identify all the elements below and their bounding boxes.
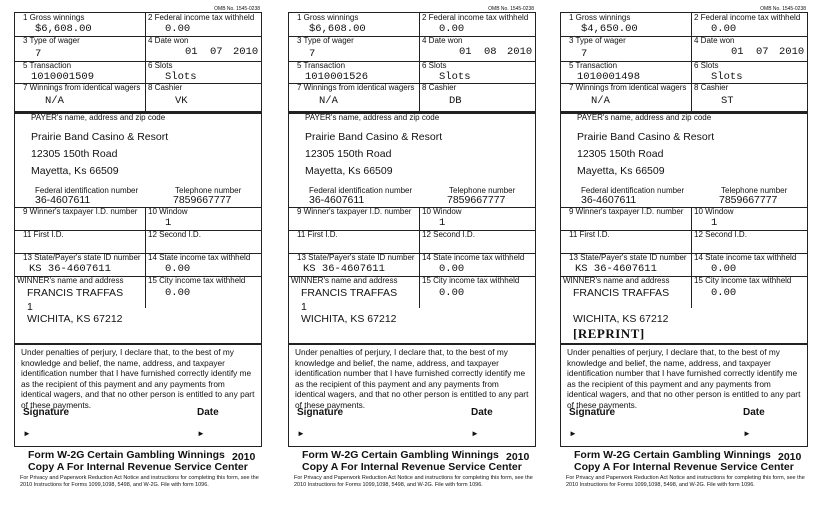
- slots-label: 6 Slots: [148, 61, 173, 70]
- winner-name-value: FRANCIS TRAFFAS: [301, 287, 398, 299]
- state-tax-label: 14 State income tax withheld: [148, 253, 251, 262]
- gross-winnings-value: $4,650.00: [581, 23, 638, 35]
- payer-box: [560, 112, 808, 344]
- winner-city-value: WICHITA, KS 67212: [301, 313, 397, 325]
- date-arrow-icon: ►: [197, 429, 205, 438]
- federal-tax-label: 2 Federal income tax withheld: [148, 13, 255, 22]
- signature-label: Signature: [297, 407, 344, 418]
- gross-winnings-label: 1 Gross winnings: [23, 13, 85, 22]
- telephone-value: 7859667777: [719, 194, 778, 206]
- date-won-year: 2010: [233, 46, 259, 58]
- identical-wagers-value: N/A: [319, 95, 338, 107]
- winner-name-label: WINNER's name and address: [17, 276, 124, 285]
- signature-label: Signature: [23, 407, 70, 418]
- state-tax-value: 0.00: [711, 263, 737, 275]
- gross-winnings-label: 1 Gross winnings: [569, 13, 631, 22]
- winner-tin-label: 9 Winner's taxpayer I.D. number: [297, 207, 412, 216]
- signature-arrow-icon: ►: [23, 429, 31, 438]
- window-value: 1: [439, 217, 446, 229]
- cashier-label: 8 Cashier: [148, 83, 183, 92]
- city-tax-value: 0.00: [711, 287, 737, 299]
- date-won-year: 2010: [779, 46, 805, 58]
- type-of-wager-value: 7: [309, 48, 316, 60]
- w2g-form-1: [14, 6, 262, 511]
- declaration-text: Under penalties of perjury, I declare that, to the best of my knowledge and belief, the name, address, and taxpayer identification number that I have furnished correctly identify me as the recipient of this payment and any payments from identical wagers, and that no other person is entitled to any part of these payments.: [21, 347, 255, 410]
- fed-id-label: Federal identification number: [309, 186, 413, 195]
- cashier-label: 8 Cashier: [694, 83, 729, 92]
- date-arrow-icon: ►: [471, 429, 479, 438]
- upper-box: [14, 12, 262, 112]
- payer-city: Mayetta, Ks 66509: [305, 165, 393, 177]
- federal-tax-label: 2 Federal income tax withheld: [422, 13, 529, 22]
- city-tax-value: 0.00: [439, 287, 465, 299]
- transaction-label: 5 Transaction: [23, 61, 72, 70]
- payer-city: Mayetta, Ks 66509: [577, 165, 665, 177]
- window-label: 10 Window: [148, 207, 188, 216]
- date-won-label: 4 Date won: [422, 36, 463, 45]
- state-id-label: 13 State/Payer's state ID number: [297, 253, 415, 262]
- type-of-wager-label: 3 Type of wager: [297, 36, 354, 45]
- date-label: Date: [471, 407, 493, 418]
- payer-label: PAYER's name, address and zip code: [577, 113, 712, 122]
- transaction-label: 5 Transaction: [297, 61, 346, 70]
- form-title: Form W-2G Certain Gambling Winnings: [302, 449, 499, 461]
- type-of-wager-label: 3 Type of wager: [23, 36, 80, 45]
- gross-winnings-label: 1 Gross winnings: [297, 13, 359, 22]
- footnote: For Privacy and Paperwork Reduction Act Notice and instructions for completing this form, see the 2010 Instructions for Forms 1099,1098, 5498, and W-2G. File with form 1096.: [566, 475, 805, 488]
- state-id-label: 13 State/Payer's state ID number: [23, 253, 141, 262]
- form-year: 2010: [778, 451, 802, 463]
- payer-name: Prairie Band Casino & Resort: [577, 131, 715, 143]
- second-id-label: 12 Second I.D.: [148, 230, 201, 239]
- winner-tin-label: 9 Winner's taxpayer I.D. number: [23, 207, 138, 216]
- copy-line: Copy A For Internal Revenue Service Center: [574, 461, 794, 473]
- winner-city-value: WICHITA, KS 67212: [573, 313, 669, 325]
- upper-box: [288, 12, 536, 112]
- winner-city-value: WICHITA, KS 67212: [27, 313, 123, 325]
- payer-label: PAYER's name, address and zip code: [305, 113, 440, 122]
- fed-id-value: 36-4607611: [581, 194, 637, 206]
- telephone-label: Telephone number: [449, 186, 516, 195]
- telephone-label: Telephone number: [721, 186, 788, 195]
- first-id-label: 11 First I.D.: [297, 230, 338, 239]
- slots-value: Slots: [439, 71, 471, 83]
- cashier-value: VK: [175, 95, 188, 107]
- second-id-label: 12 Second I.D.: [694, 230, 747, 239]
- type-of-wager-value: 7: [35, 48, 42, 60]
- state-id-value: KS 36-4607611: [575, 263, 657, 275]
- identical-wagers-label: 7 Winnings from identical wagers: [23, 83, 141, 92]
- state-tax-label: 14 State income tax withheld: [422, 253, 525, 262]
- telephone-label: Telephone number: [175, 186, 242, 195]
- omb-number: OMB No. 1545-0238: [488, 6, 534, 12]
- winner-line2-value: 1: [27, 301, 33, 313]
- date-won-month: 01: [185, 46, 198, 58]
- state-tax-value: 0.00: [439, 263, 465, 275]
- gross-winnings-value: $6,608.00: [309, 23, 366, 35]
- city-tax-label: 15 City income tax withheld: [148, 276, 246, 285]
- date-won-month: 01: [731, 46, 744, 58]
- window-value: 1: [165, 217, 172, 229]
- cashier-label: 8 Cashier: [422, 83, 457, 92]
- payer-name: Prairie Band Casino & Resort: [305, 131, 443, 143]
- copy-line: Copy A For Internal Revenue Service Center: [28, 461, 248, 473]
- state-id-value: KS 36-4607611: [29, 263, 111, 275]
- winner-name-value: FRANCIS TRAFFAS: [27, 287, 124, 299]
- cashier-value: DB: [449, 95, 462, 107]
- first-id-label: 11 First I.D.: [569, 230, 610, 239]
- federal-tax-value: 0.00: [165, 23, 191, 35]
- winner-name-label: WINNER's name and address: [563, 276, 670, 285]
- city-tax-value: 0.00: [165, 287, 191, 299]
- federal-tax-value: 0.00: [439, 23, 465, 35]
- reprint-stamp: [REPRINT]: [573, 326, 645, 341]
- date-won-month: 01: [459, 46, 472, 58]
- winner-name-value: FRANCIS TRAFFAS: [573, 287, 670, 299]
- date-won-day: 07: [756, 46, 769, 58]
- state-id-label: 13 State/Payer's state ID number: [569, 253, 687, 262]
- transaction-value: 1010001526: [305, 71, 369, 83]
- omb-number: OMB No. 1545-0238: [214, 6, 260, 12]
- date-label: Date: [743, 407, 765, 418]
- identical-wagers-label: 7 Winnings from identical wagers: [569, 83, 687, 92]
- slots-label: 6 Slots: [694, 61, 719, 70]
- slots-value: Slots: [165, 71, 197, 83]
- federal-tax-value: 0.00: [711, 23, 737, 35]
- declaration-text: Under penalties of perjury, I declare that, to the best of my knowledge and belief, the name, address, and taxpayer identification number that I have furnished correctly identify me as the recipient of this payment and any payments from identical wagers, and that no other person is entitled to any part of these payments.: [567, 347, 801, 410]
- date-won-label: 4 Date won: [148, 36, 189, 45]
- date-arrow-icon: ►: [743, 429, 751, 438]
- city-tax-label: 15 City income tax withheld: [694, 276, 792, 285]
- identical-wagers-label: 7 Winnings from identical wagers: [297, 83, 415, 92]
- copy-line: Copy A For Internal Revenue Service Center: [302, 461, 522, 473]
- payer-name: Prairie Band Casino & Resort: [31, 131, 169, 143]
- form-title: Form W-2G Certain Gambling Winnings: [28, 449, 225, 461]
- telephone-value: 7859667777: [447, 194, 506, 206]
- second-id-label: 12 Second I.D.: [422, 230, 475, 239]
- cashier-value: ST: [721, 95, 734, 107]
- omb-number: OMB No. 1545-0238: [760, 6, 806, 12]
- date-won-year: 2010: [507, 46, 533, 58]
- payer-label: PAYER's name, address and zip code: [31, 113, 166, 122]
- fed-id-label: Federal identification number: [581, 186, 685, 195]
- date-won-label: 4 Date won: [694, 36, 735, 45]
- payer-box: [288, 112, 536, 344]
- federal-tax-label: 2 Federal income tax withheld: [694, 13, 801, 22]
- transaction-value: 1010001498: [577, 71, 641, 83]
- form-year: 2010: [232, 451, 256, 463]
- payer-street: 12305 150th Road: [577, 148, 664, 160]
- winner-line2-value: 1: [301, 301, 307, 313]
- signature-arrow-icon: ►: [297, 429, 305, 438]
- telephone-value: 7859667777: [173, 194, 232, 206]
- fed-id-value: 36-4607611: [309, 194, 365, 206]
- date-won-day: 08: [484, 46, 497, 58]
- winner-name-label: WINNER's name and address: [291, 276, 398, 285]
- identical-wagers-value: N/A: [45, 95, 64, 107]
- payer-street: 12305 150th Road: [305, 148, 392, 160]
- type-of-wager-value: 7: [581, 48, 588, 60]
- declaration-text: Under penalties of perjury, I declare that, to the best of my knowledge and belief, the name, address, and taxpayer identification number that I have furnished correctly identify me as the recipient of this payment and any payments from identical wagers, and that no other person is entitled to any part of these payments.: [295, 347, 529, 410]
- signature-arrow-icon: ►: [569, 429, 577, 438]
- form-year: 2010: [506, 451, 530, 463]
- type-of-wager-label: 3 Type of wager: [569, 36, 626, 45]
- declaration-box: [560, 344, 808, 447]
- first-id-label: 11 First I.D.: [23, 230, 64, 239]
- date-label: Date: [197, 407, 219, 418]
- w2g-form-2: [288, 6, 536, 511]
- signature-label: Signature: [569, 407, 616, 418]
- form-title: Form W-2G Certain Gambling Winnings: [574, 449, 771, 461]
- payer-street: 12305 150th Road: [31, 148, 118, 160]
- state-id-value: KS 36-4607611: [303, 263, 385, 275]
- date-won-day: 07: [210, 46, 223, 58]
- upper-box: [560, 12, 808, 112]
- winner-tin-label: 9 Winner's taxpayer I.D. number: [569, 207, 684, 216]
- declaration-box: [288, 344, 536, 447]
- fed-id-value: 36-4607611: [35, 194, 91, 206]
- state-tax-label: 14 State income tax withheld: [694, 253, 797, 262]
- window-value: 1: [711, 217, 718, 229]
- identical-wagers-value: N/A: [591, 95, 610, 107]
- state-tax-value: 0.00: [165, 263, 191, 275]
- gross-winnings-value: $6,608.00: [35, 23, 92, 35]
- payer-city: Mayetta, Ks 66509: [31, 165, 119, 177]
- transaction-value: 1010001509: [31, 71, 95, 83]
- footnote: For Privacy and Paperwork Reduction Act Notice and instructions for completing this form, see the 2010 Instructions for Forms 1099,1098, 5498, and W-2G. File with form 1096.: [20, 475, 259, 488]
- declaration-box: [14, 344, 262, 447]
- transaction-label: 5 Transaction: [569, 61, 618, 70]
- window-label: 10 Window: [422, 207, 462, 216]
- city-tax-label: 15 City income tax withheld: [422, 276, 520, 285]
- window-label: 10 Window: [694, 207, 734, 216]
- footnote: For Privacy and Paperwork Reduction Act Notice and instructions for completing this form, see the 2010 Instructions for Forms 1099,1098, 5498, and W-2G. File with form 1096.: [294, 475, 533, 488]
- payer-box: [14, 112, 262, 344]
- slots-value: Slots: [711, 71, 743, 83]
- slots-label: 6 Slots: [422, 61, 447, 70]
- w2g-form-3: [560, 6, 808, 511]
- fed-id-label: Federal identification number: [35, 186, 139, 195]
